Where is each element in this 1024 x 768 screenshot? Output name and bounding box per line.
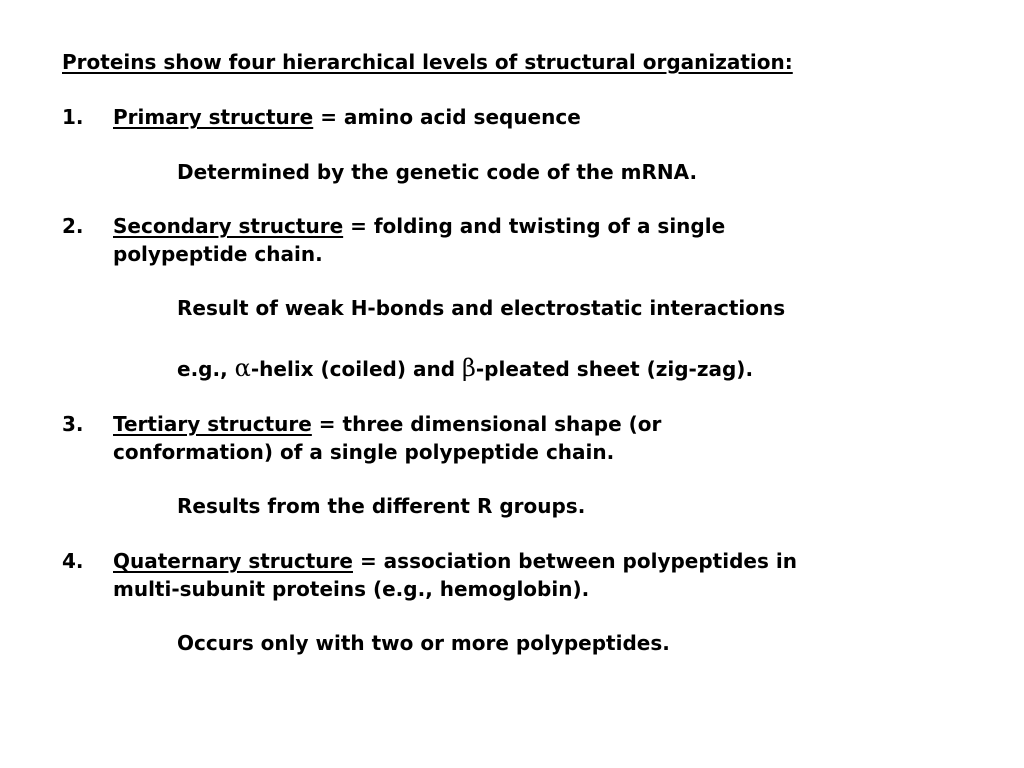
- item-definition: = folding and twisting of a single: [343, 214, 726, 238]
- item-number: 4.: [62, 549, 84, 573]
- item-definition: = three dimensional shape (or: [311, 412, 662, 436]
- item-term: Primary structure: [113, 105, 314, 129]
- item-number: 2.: [62, 214, 84, 238]
- item-term: Quaternary structure: [113, 549, 353, 573]
- item-definition-line: [113, 105, 581, 129]
- item-definition-line: [113, 214, 725, 238]
- item-term: Secondary structure: [113, 214, 344, 238]
- item-definition-line: [113, 412, 661, 436]
- item-note: Result of weak H-bonds and electrostatic interactions: [177, 296, 786, 320]
- alpha-symbol: α: [234, 354, 251, 382]
- item-definition-continued: polypeptide chain.: [113, 242, 323, 266]
- item-definition-line: [113, 549, 797, 573]
- item-note: Determined by the genetic code of the mRNA.: [177, 160, 698, 184]
- page-title: Proteins show four hierarchical levels of structural organization:: [62, 50, 793, 74]
- item-note: Occurs only with two or more polypeptides.: [177, 631, 670, 655]
- item-term: Tertiary structure: [113, 412, 312, 436]
- item-definition: = association between polypeptides in: [352, 549, 797, 573]
- item-definition: = amino acid sequence: [313, 105, 581, 129]
- item-definition-continued: conformation) of a single polypeptide chain.: [113, 440, 615, 464]
- item-number: 3.: [62, 412, 84, 436]
- item-definition-continued: multi-subunit proteins (e.g., hemoglobin).: [113, 577, 590, 601]
- item-note: Results from the different R groups.: [177, 494, 586, 518]
- item-number: 1.: [62, 105, 84, 129]
- beta-symbol: β: [461, 354, 476, 382]
- item-example: e.g., α-helix (coiled) and β-pleated sheet (zig-zag).: [177, 354, 754, 382]
